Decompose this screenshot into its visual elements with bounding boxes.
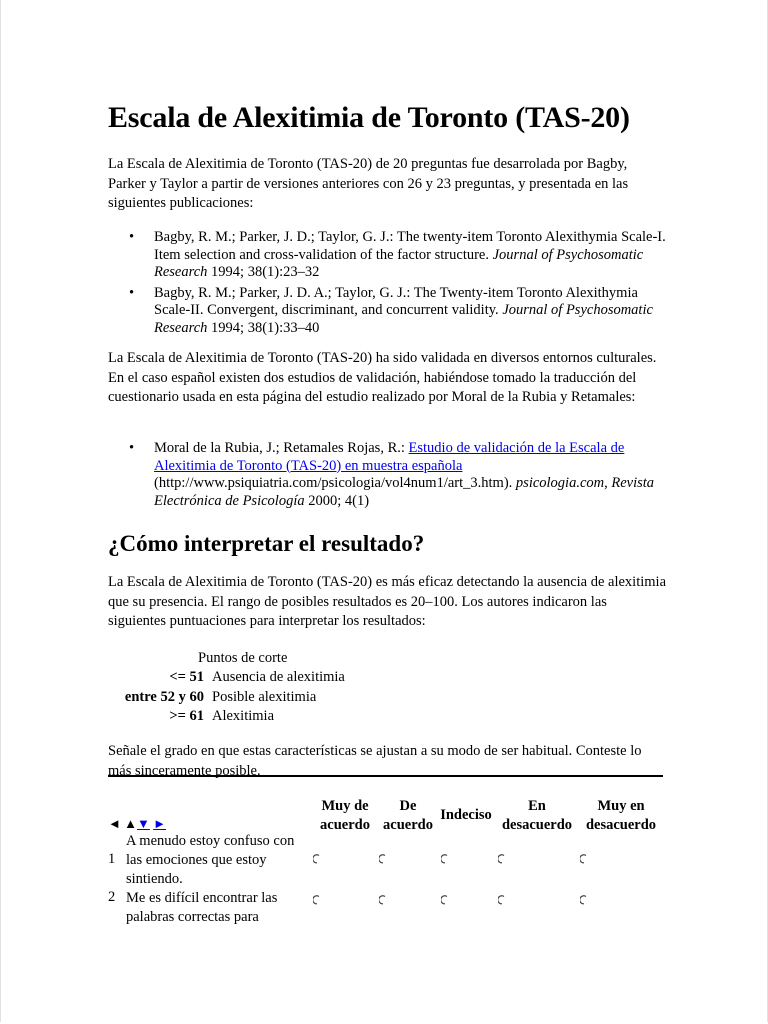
- interpretation-paragraph: La Escala de Alexitimia de Toronto (TAS-20) es más eficaz detectando la ausencia de alexitimia que su presencia. El rango de posibles resultados es 20–100. Los autores indicaron las siguientes puntuaciones para interpretar los resultados:: [108, 574, 667, 629]
- option-header: De acuerdo: [383, 798, 433, 833]
- radio-muy-en-desacuerdo[interactable]: [580, 895, 590, 905]
- bullet-icon: •: [129, 440, 135, 456]
- validation-reference-list: [129, 440, 674, 513]
- cutoff-range: <= 51: [169, 669, 204, 685]
- radio-indeciso[interactable]: [441, 895, 451, 905]
- bullet-icon: •: [129, 284, 135, 301]
- section-title: ¿Cómo interpretar el resultado?: [108, 531, 425, 556]
- cutoff-meaning: Ausencia de alexitimia: [212, 669, 345, 685]
- radio-muy-de-acuerdo[interactable]: [313, 854, 323, 864]
- option-header: Muy en desacuerdo: [585, 798, 657, 833]
- arrow-up-icon[interactable]: ▲: [124, 816, 137, 831]
- reference-authors: Moral de la Rubia, J.; Retamales Rojas, R.:: [154, 440, 409, 456]
- cutoff-header: Puntos de corte: [198, 650, 288, 666]
- radio-muy-de-acuerdo[interactable]: [313, 895, 323, 905]
- option-header: Indeciso: [440, 807, 492, 823]
- question-number: 2: [108, 889, 116, 905]
- question-text: Me es difícil encontrar las palabras correctas para: [126, 890, 278, 925]
- question-text: A menudo estoy confuso con las emociones que estoy sintiendo.: [126, 833, 295, 887]
- radio-en-desacuerdo[interactable]: [498, 854, 508, 864]
- reference-item: [129, 440, 674, 510]
- option-header: En desacuerdo: [501, 798, 573, 833]
- question-number: 1: [108, 851, 116, 867]
- reference-journal: Journal of Psychosomatic Research: [154, 302, 653, 336]
- divider: [108, 775, 663, 777]
- reference-rest: 1994; 38(1):33–40: [207, 319, 320, 336]
- radio-indeciso[interactable]: [441, 854, 451, 864]
- reference-url: (http://www.psiquiatria.com/psicologia/vol4num1/art_3.htm).: [154, 475, 516, 491]
- cutoff-meaning: Posible alexitimia: [212, 689, 317, 705]
- arrow-down-icon[interactable]: ▼: [137, 816, 150, 831]
- reference-text: Bagby, R. M.; Parker, J. D. A.; Taylor, G. J.: The Twenty-item Toronto Alexithymia Scale-II. Convergent, discriminant, and concurrent validity.: [154, 284, 638, 318]
- radio-de-acuerdo[interactable]: [379, 854, 389, 864]
- arrow-left-icon[interactable]: ◄: [108, 816, 121, 831]
- reference-item: [129, 285, 674, 338]
- arrow-right-icon[interactable]: ►: [153, 816, 166, 831]
- page-title: Escala de Alexitimia de Toronto (TAS-20): [108, 101, 630, 134]
- validation-study-link[interactable]: Estudio de validación de la Escala de Alexitimia de Toronto (TAS-20) en muestra española: [154, 440, 625, 474]
- nav-arrows: [108, 816, 166, 832]
- instructions: Señale el grado en que estas características se ajustan a su modo de ser habitual. Conteste lo más sinceramente posible.: [108, 743, 642, 779]
- reference-rest: 1994; 38(1):23–32: [207, 264, 320, 280]
- reference-text: Bagby, R. M.; Parker, J. D.; Taylor, G. J.: The twenty-item Toronto Alexithymia Scale-I. Item selection and cross-validation of the factor structure.: [154, 229, 666, 263]
- radio-muy-en-desacuerdo[interactable]: [580, 854, 590, 864]
- radio-de-acuerdo[interactable]: [379, 895, 389, 905]
- cutoff-range: >= 61: [169, 708, 204, 724]
- references-list: [129, 229, 674, 340]
- intro-paragraph: La Escala de Alexitimia de Toronto (TAS-20) de 20 preguntas fue desarrolada por Bagby, Parker y Taylor a partir de versiones anteriores con 26 y 23 preguntas, y presentada en las siguientes publicaciones:: [108, 156, 629, 211]
- option-header: Muy de acuerdo: [320, 798, 370, 833]
- cutoff-range: entre 52 y 60: [124, 689, 204, 705]
- validation-paragraph: La Escala de Alexitimia de Toronto (TAS-20) ha sido validada en diversos entornos culturales. En el caso español existen dos estudios de validación, habiéndose tomado la traducción del cuestionario usada en esta página del estudio realizado por Moral de la Rubia y Retamales:: [108, 350, 657, 405]
- radio-en-desacuerdo[interactable]: [498, 895, 508, 905]
- reference-rest: 2000; 4(1): [304, 492, 370, 509]
- bullet-icon: •: [129, 229, 135, 245]
- reference-journal: psicologia.com, Revista Electrónica de Psicología: [154, 475, 655, 509]
- cutoff-meaning: Alexitimia: [212, 708, 275, 724]
- reference-item: [129, 229, 674, 282]
- reference-journal: Journal of Psychosomatic Research: [154, 246, 644, 280]
